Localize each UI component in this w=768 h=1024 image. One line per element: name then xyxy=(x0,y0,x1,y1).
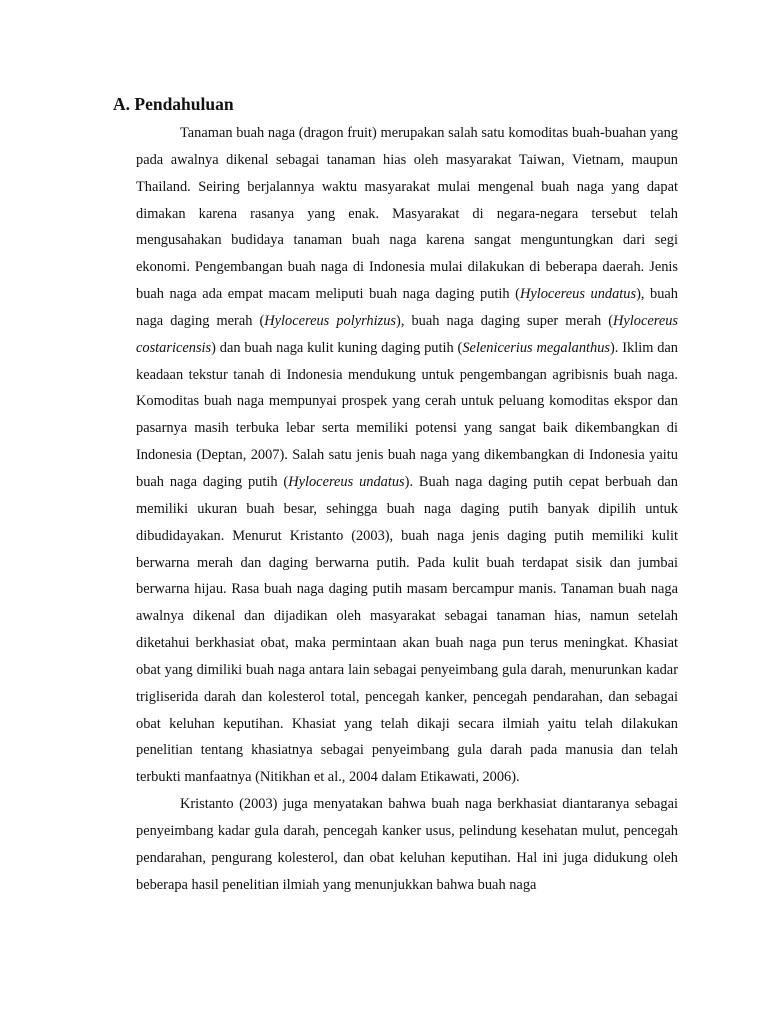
italic-species-name: Hylocereus undatus xyxy=(519,286,637,303)
body-text xyxy=(136,120,678,898)
section-heading: A. Pendahuluan xyxy=(113,94,234,114)
text-run: ) dan buah naga kulit kuning daging putih ( xyxy=(211,339,463,356)
text-run: ). Buah naga daging putih cepat berbuah dan memiliki ukuran buah besar, sehingga buah naga daging putih banyak dipilih untuk dibudidayakan. Menurut Kristanto (2003), buah naga jenis daging putih memiliki kulit berwarna merah dan daging berwarna putih. Pada kulit buah terdapat sisik dan jumbai berwarna hijau. Rasa buah naga daging putih masam bercampur manis. Tanaman buah naga awalnya dikenal dan dijadikan oleh masyarakat sebagai tanaman hias, namun setelah diketahui berkhasiat obat, maka permintaan akan buah naga pun terus meningkat. Khasiat obat yang dimiliki buah naga antara lain sebagai penyeimbang gula darah, menurunkan kadar trigliserida darah dan kolesterol total, pencegah kanker, pencegah pendarahan, dan sebagai obat keluhan keputihan. Khasiat yang telah dikaji secara ilmiah yaitu telah dilakukan penelitian tentang khasiatnya sebagai penyeimbang gula darah pada manusia dan telah terbukti manfaatnya (Nitikhan et al., 2004 dalam Etikawati, 2006). xyxy=(136,473,678,786)
text-run: Kristanto (2003) juga menyatakan bahwa buah naga berkhasiat diantaranya sebagai penyeimbang kadar gula darah, pencegah kanker usus, pelindung kesehatan mulut, pencegah pendarahan, pengurang kolesterol, dan obat keluhan keputihan. Hal ini juga didukung oleh beberapa hasil penelitian ilmiah yang menunjukkan bahwa buah naga xyxy=(136,796,678,893)
text-run: ). Iklim dan keadaan tekstur tanah di Indonesia mendukung untuk pengembangan agribisnis buah naga. Komoditas buah naga mempunyai prospek yang cerah untuk peluang komoditas ekspor dan pasarnya masih terbuka lebar serta memiliki potensi yang sangat baik dikembangkan di Indonesia (Deptan, 2007). Salah satu jenis buah naga yang dikembangkan di Indonesia yaitu buah naga daging putih ( xyxy=(136,339,678,490)
paragraph-introduction xyxy=(136,120,678,791)
text-run: Tanaman buah naga (dragon fruit) merupakan salah satu komoditas buah-buahan yang pada awalnya dikenal sebagai tanaman hias oleh masyarakat Taiwan, Vietnam, maupun Thailand. Seiring berjalannya waktu masyarakat mulai mengenal buah naga yang dapat dimakan karena rasanya yang enak. Masyarakat di negara-negara tersebut telah mengusahakan budidaya tanaman buah naga karena sangat menguntungkan dari segi ekonomi. Pengembangan buah naga di Indonesia mulai dilakukan di beberapa daerah. Jenis buah naga ada empat macam meliputi buah naga daging putih ( xyxy=(136,125,678,303)
text-run: ), buah naga daging super merah ( xyxy=(396,312,613,329)
italic-species-name: Hylocereus undatus xyxy=(288,473,405,490)
italic-species-name: Hylocereus costaricensis xyxy=(136,312,678,356)
italic-species-name: Selenicerius megalanthus xyxy=(462,339,611,356)
italic-species-name: Hylocereus polyrhizus xyxy=(264,312,397,329)
text-run: ), buah naga daging merah ( xyxy=(136,286,678,329)
paragraph-kristanto xyxy=(136,791,678,898)
